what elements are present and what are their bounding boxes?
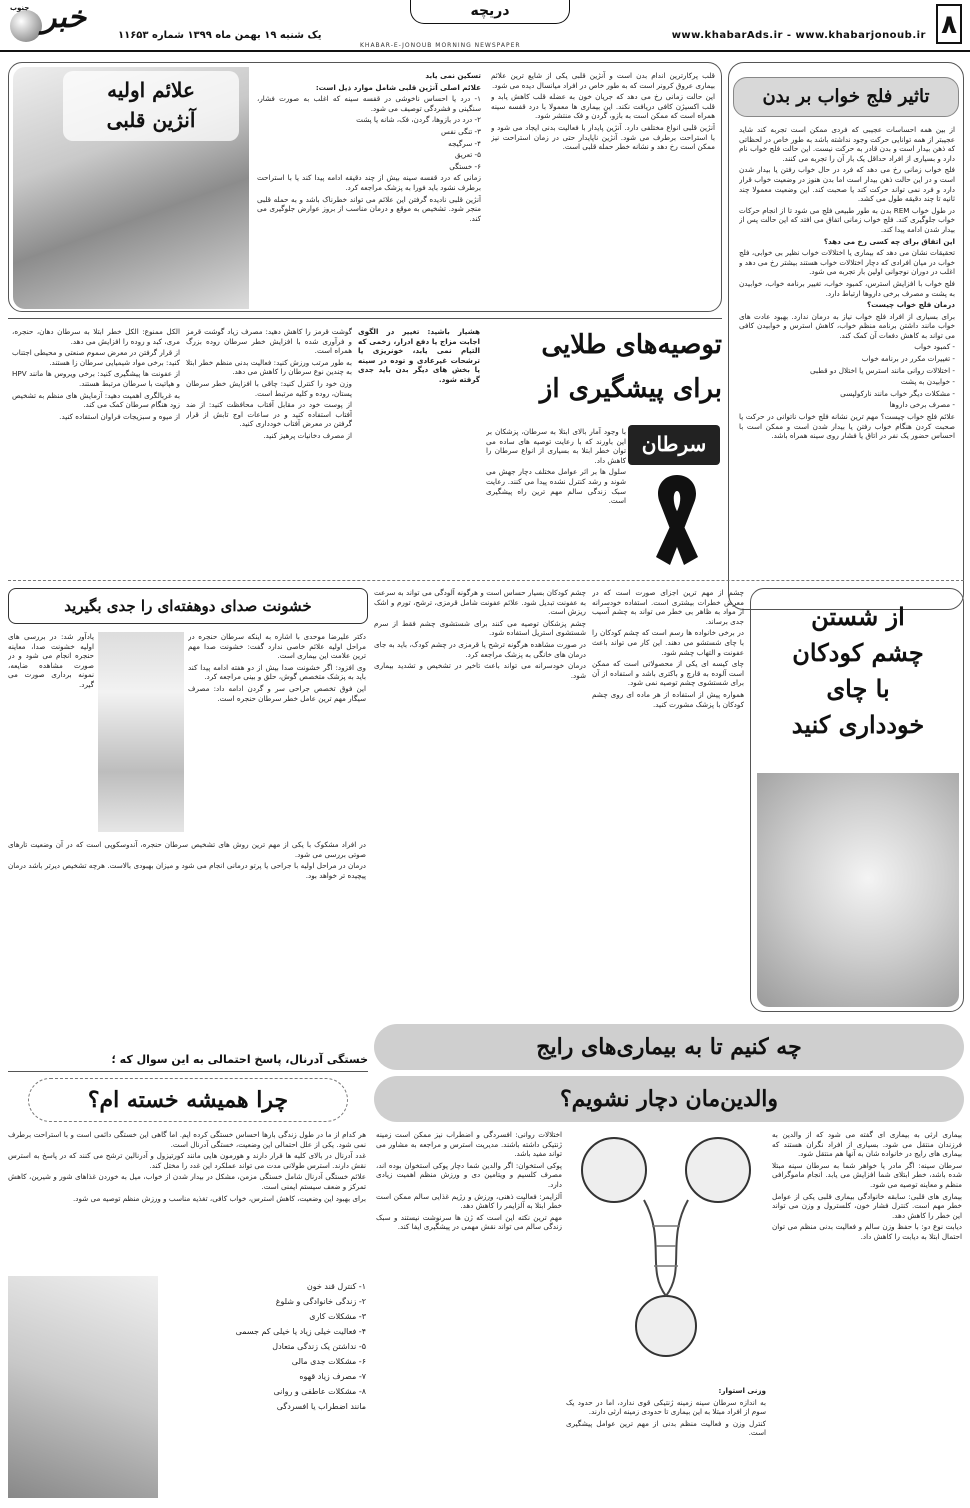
genetic-paragraph: بیماری های قلبی: سابقه خانوادگی بیماری قلبی یکی از عوامل خطر مهم است. کنترل فشار خون، کلسترول و وزن می تواند این خطر را کاهش دهد. — [772, 1191, 962, 1220]
fatigue-title: چرا همیشه خسته ام؟ — [87, 1087, 289, 1113]
tea-paragraph: در صورت مشاهده هرگونه ترشح یا قرمزی در چشم کودک، باید به جای درمان های خانگی به پزشک مراجعه کرد. — [374, 639, 586, 659]
sleep-paragraph: علائم فلج خواب چیست؟ مهم ترین نشانه فلج خواب ناتوانی در حرکت یا صحبت کردن هنگام خواب رفتن یا بیدار شدن است و ممکن است با احساس حضور یک نفر در اتاق یا فشار روی سینه همراه باشد. — [739, 412, 955, 441]
logo-text: خبر — [42, 0, 87, 35]
heart-lead: تسکین نمی یابد — [425, 71, 481, 80]
voice-column-bottom — [8, 840, 366, 1040]
voice-paragraph: دکتر علیرضا موحدی با اشاره به اینکه سرطان حنجره در مراحل اولیه علائم خاصی ندارد گفت: خشونت صدا مهم ترین علامت این بیماری است. — [188, 632, 366, 661]
sleep-list-item: - مشکلات دیگر خواب مانند نارکولپسی — [840, 388, 955, 398]
cancer-tip: وزن خود را کنترل کنید: چاقی با افزایش خطر سرطان پستان، روده و کلیه مرتبط است. — [186, 378, 352, 398]
page-number: ۸ — [936, 4, 962, 44]
genetic-paragraph: سرطان سینه: اگر مادر یا خواهر شما به سرطان سینه مبتلا شده باشد، خطر ابتلای شما افزایش می یابد. انجام ماموگرافی منظم و معاینه توصیه می شود. — [772, 1160, 962, 1189]
heart-title-line2: آنژین قلبی — [106, 108, 196, 132]
genetic-paragraph: آلزایمر: فعالیت ذهنی، ورزش و رژیم غذایی سالم ممکن است خطر ابتلا به آلزایمر را کاهش دهد. — [376, 1191, 562, 1211]
fatigue-list — [164, 1280, 366, 1498]
sleep-paragraph: فلج خواب زمانی رخ می دهد که فرد در حال خواب رفتن یا بیدار شدن است و در این حالت ذهن بیدار است اما بدن هنوز در وضعیت خواب قرار دارد و فرد نمی تواند حرکت کند یا صحبت کند. این وضعیت معمولا چند ثانیه تا چند دقیقه طول می کشد. — [739, 165, 955, 204]
voice-paragraph: در افراد مشکوک با یکی از مهم ترین روش های تشخیص سرطان حنجره، آندوسکوپی است که در آن وضعیت تارهای صوتی بررسی می شود. — [8, 840, 366, 859]
sleep-subheading: درمان فلج خواب چیست؟ — [866, 300, 955, 310]
heart-symptom: ۵- تعریق — [454, 150, 481, 160]
fatigue-list-item: ۴- فعالیت خیلی زیاد یا خیلی کم جسمی — [235, 1327, 366, 1336]
logo-subtext: جنوب — [10, 4, 30, 12]
fatigue-paragraph: علائم خستگی آدرنال شامل خستگی مزمن، مشکل در بیدار شدن از خواب، میل به خوردن غذاهای شور و شیرین، کاهش تمرکز و ضعف سیستم ایمنی است. — [8, 1172, 366, 1191]
heart-symptom: ۳- تنگی نفس — [441, 126, 481, 136]
fatigue-title-box — [28, 1078, 348, 1122]
voice-paragraph: درمان در مراحل اولیه با جراحی یا پرتو درمانی انجام می شود و میزان بهبودی بالاست. هرچه تشخیص دیرتر باشد درمان پیچیده تر خواهد بود. — [8, 861, 366, 880]
heart-symptom: ۱- درد یا احساس ناخوشی در قفسه سینه که اغلب به صورت فشار، سنگینی و فشردگی توصیف می شود. — [257, 94, 481, 113]
genetic-article — [374, 1022, 964, 1502]
sleep-list-item: - مصرف برخی داروها — [889, 400, 955, 410]
genetic-paragraph: دیابت نوع دو: با حفظ وزن سالم و فعالیت بدنی منظم می توان احتمال ابتلا به دیابت را کاهش داد. — [772, 1222, 962, 1241]
cancer-tip: از میوه و سبزیجات فراوان استفاده کنید. — [59, 411, 180, 421]
fatigue-list-item: مانند اضطراب یا افسردگی — [276, 1402, 366, 1411]
tea-title-line4: خودداری کنید — [791, 710, 925, 739]
cancer-tip: از مصرف دخانیات پرهیز کنید. — [263, 430, 352, 440]
genetic-paragraph: پوکی استخوان: اگر والدین شما دچار پوکی استخوان بوده اند، مصرف کلسیم و ویتامین دی و ورزش منظم اهمیت زیادی دارد. — [376, 1160, 562, 1189]
sleep-paragraph: برای بسیاری از افراد فلج خواب نیاز به درمان ندارد. بهبود عادت های خواب مانند داشتن برنامه منظم خواب، کاهش استرس و خوابیدن کافی می تواند به کاهش دفعات آن کمک کند. — [739, 311, 955, 340]
tea-paragraph: در برخی خانواده ها رسم است که چشم کودکان را با چای شستشو می دهند. این کار می تواند باعث عفونت و التهاب چشم شود. — [592, 628, 744, 657]
heart-paragraph: آنژین قلبی نادیده گرفتن این علائم می تواند خطرناک باشد و به حمله قلبی منجر شود. تشخیص به موقع و درمان مناسب از بروز عوارض جلوگیری می کند. — [257, 194, 481, 223]
newspaper-logo — [8, 2, 112, 46]
sleep-article — [728, 62, 964, 610]
voice-column-2 — [8, 632, 94, 836]
voice-paragraph: وی افزود: اگر خشونت صدا بیش از دو هفته ادامه پیدا کند باید به پزشک متخصص گوش، حلق و بینی مراجعه کرد. — [188, 662, 366, 682]
cancer-tip: از پوست خود در مقابل آفتاب محافظت کنید: از ضد آفتاب استفاده کنید و در ساعات اوج تابش از قرار گرفتن در معرض آفتاب خودداری کنید. — [186, 400, 352, 429]
genetic-illustration — [566, 1130, 766, 1380]
voice-title-box — [8, 588, 368, 624]
fatigue-kicker: خستگی آدرنال، پاسخ احتمالی به این سوال که ؛ — [8, 1050, 368, 1072]
heart-paragraph: قلب پرکارترین اندام بدن است و آنژین قلبی یکی از شایع ترین علائم بیماری عروق کرونر است که به طور خاص در افراد میانسال دیده می شود. — [491, 71, 715, 90]
issue-date: یک شنبه ۱۹ بهمن ماه ۱۳۹۹ شماره ۱۱۶۵۳ — [118, 30, 322, 41]
genetic-caption-title: وزنی استوار: — [718, 1386, 766, 1395]
tea-column-left — [374, 588, 586, 1016]
genetic-title-band-2 — [374, 1076, 964, 1122]
tea-feature-box — [750, 588, 964, 1012]
genetic-paragraph: بیماری ارثی به بیماری ای گفته می شود که از والدین به فرزندان منتقل می شود. بسیاری از افراد نگران هستند که بیماری های رایج در خانواده شان به آنها هم منتقل شود. — [772, 1130, 962, 1159]
cancer-tip: گوشت قرمز را کاهش دهید: مصرف زیاد گوشت قرمز و فرآوری شده با افزایش خطر سرطان روده بزرگ همراه است. — [186, 327, 352, 356]
masthead — [0, 0, 970, 52]
cancer-tip: از عفونت ها پیشگیری کنید: برخی ویروس ها مانند HPV و هپاتیت با سرطان مرتبط هستند. — [12, 369, 180, 388]
genetic-column-right — [772, 1130, 962, 1500]
genetic-title-line1: چه کنیم تا به بیماری‌های رایج — [536, 1034, 802, 1060]
fatigue-list-item: ۸- مشکلات عاطفی و روانی — [273, 1387, 366, 1396]
sleep-paragraph: فلج خواب با افزایش استرس، کمبود خواب، تغییر برنامه خواب، خوابیدن به پشت و مصرف برخی داروها ارتباط دارد. — [739, 278, 955, 298]
tea-paragraph: چشم کودکان بسیار حساس است و هرگونه آلودگی می تواند به سرعت به عفونت تبدیل شود. علائم عفونت شامل قرمزی، ترشح، تورم و اشک ریزش است. — [374, 588, 586, 617]
sleep-paragraph: در طول خواب REM بدن به طور طبیعی فلج می شود تا از انجام حرکات خواب جلوگیری کند. فلج خواب زمانی اتفاق می افتد که این حالت پس از بیدار شدن ادامه پیدا کند. — [739, 205, 955, 234]
cancer-paragraph: هشیار باشید: تغییر در الگوی اجابت مزاج یا دفع ادرار، زخمی که التیام نمی یابد، خونریزی یا ترشحات غیرعادی و توده در سینه یا بخش های دیگر بدن باید جدی گرفته شود. — [358, 327, 480, 384]
heart-article — [8, 62, 722, 312]
tea-column-right — [592, 588, 744, 1016]
cancer-column-right — [486, 427, 626, 573]
tea-title-box — [755, 599, 961, 749]
globe-icon — [10, 10, 42, 42]
heart-paragraph: آنژین قلبی انواع مختلفی دارد. آنژین پایدار با فعالیت بدنی ایجاد می شود و با استراحت برطرف می شود. آنژین ناپایدار حتی در زمان استراحت نیز ممکن است رخ دهد و نشانه خطر حمله قلبی است. — [491, 122, 715, 152]
tea-title-line3: با چای — [826, 674, 890, 703]
sleep-title-banner — [733, 77, 959, 117]
genetic-caption-text: کنترل وزن و فعالیت منظم بدنی از مهم ترین عوامل پیشگیری است. — [566, 1418, 766, 1438]
genetic-paragraph: اختلالات روانی: افسردگی و اضطراب نیز ممکن است زمینه ژنتیکی داشته باشند. مدیریت استرس و مراجعه به مشاور می تواند مفید باشد. — [376, 1130, 562, 1159]
fatigue-paragraph: برای بهبود این وضعیت، کاهش استرس، خواب کافی، تغذیه مناسب و ورزش منظم توصیه می شود. — [72, 1193, 366, 1203]
tea-title-line1: از شستن — [811, 602, 905, 631]
fatigue-list-item: ۳- مشکلات کاری — [309, 1312, 366, 1321]
fatigue-paragraph: غدد آدرنال در بالای کلیه ها قرار دارند و هورمون هایی مانند کورتیزول و آدرنالین ترشح می کنند که در پاسخ به استرس نقش دارند. استرس طولانی مدت می تواند عملکرد این غدد را مختل کند. — [8, 1151, 366, 1170]
sleep-body — [739, 125, 955, 603]
tea-paragraph: چشم از مهم ترین اجزای صورت است که در معرض خطرات بیشتری است. استفاده خودسرانه از مواد به ظاهر بی خطر می تواند به چشم آسیب جدی برساند. — [592, 588, 744, 626]
heart-symptom: ۶- خستگی — [449, 161, 481, 171]
heart-subtitle: علائم اصلی آنژین قلبی شامل موارد ذیل است: — [315, 82, 481, 92]
voice-paragraph: یادآور شد: در بررسی های اولیه خشونت صدا، معاینه حنجره انجام می شود و در صورت مشاهده ضایعه، نمونه برداری صورت می گیرد. — [8, 632, 94, 689]
voice-article — [8, 586, 368, 1046]
tea-paragraph: چشم پزشکان توصیه می کنند برای شستشوی چشم فقط از سرم شستشوی استریل استفاده شود. — [374, 618, 586, 638]
genetic-column-left — [376, 1130, 562, 1500]
fatigue-list-item: ۷- مصرف زیاد قهوه — [299, 1372, 366, 1381]
genetic-title-band-1 — [374, 1024, 964, 1070]
tired-person-photo — [8, 1276, 158, 1498]
heart-column-2 — [257, 71, 481, 307]
cancer-tip: به غربالگری اهمیت دهید: آزمایش های منظم به تشخیص زود هنگام سرطان کمک می کند. — [12, 390, 180, 410]
website-urls[interactable]: www.khabarAds.ir - www.khabarjonoub.ir — [671, 30, 926, 41]
fatigue-list-item: ۵- نداشتن یک زندگی متعادل — [272, 1342, 366, 1351]
sleep-list-item: - خوابیدن به پشت — [900, 377, 955, 387]
heart-column-1 — [491, 71, 715, 307]
fatigue-list-item: ۱- کنترل قند خون — [306, 1282, 366, 1291]
genetic-caption-text: به اندازه سرطان سینه زمینه ژنتیکی قوی ندارد، اما در حدود یک سوم از افراد مبتلا به این بیماری تا حدودی زمینه ارثی دارند. — [566, 1397, 766, 1417]
fatigue-article — [8, 1050, 368, 1502]
fatigue-list-item: ۶- مشکلات جدی مالی — [291, 1357, 366, 1366]
section-title: دریچه — [470, 3, 510, 19]
heart-title-box — [63, 71, 239, 141]
heart-symptom: ۴- سرگیجه — [448, 138, 481, 148]
section-divider — [8, 580, 964, 581]
voice-column-1 — [188, 632, 366, 836]
cancer-paragraph: با وجود آمار بالای ابتلا به سرطان، پزشکان بر این باورند که با رعایت توصیه های ساده می توان خطر ابتلا به بسیاری از انواع سرطان را کاهش داد. — [486, 427, 626, 465]
fatigue-paragraph: هر کدام از ما در طول زندگی بارها احساس خستگی کرده ایم. اما گاهی این خستگی دائمی است و با استراحت برطرف نمی شود. یکی از علل احتمالی این وضعیت، خستگی آدرنال است. — [8, 1130, 366, 1149]
tea-paragraph: همواره پیش از استفاده از هر ماده ای روی چشم کودکان با پزشک مشورت کنید. — [592, 689, 744, 709]
cancer-tip: الکل ممنوع: الکل خطر ابتلا به سرطان دهان، حنجره، مری، کبد و روده را افزایش می دهد. — [12, 327, 180, 346]
tea-paragraph: درمان خودسرانه می تواند باعث تاخیر در تشخیص و تشدید بیماری شود. — [374, 661, 586, 680]
genetic-caption — [566, 1386, 766, 1498]
tea-paragraph: چای کیسه ای یکی از محصولاتی است که ممکن است آلوده به قارچ و باکتری باشد و استفاده از آن برای شستشوی چشم توصیه نمی شود. — [592, 659, 744, 688]
sleep-list-item: - کمبود خواب — [914, 342, 955, 352]
cancer-paragraph: سلول ها بر اثر عوامل مختلف دچار جهش می شوند و رشد کنترل نشده پیدا می کنند. رعایت سبک زندگی سالم مهم ترین راه پیشگیری است. — [486, 467, 626, 506]
tea-title-line2: چشم کودکان — [792, 638, 924, 667]
genetic-paragraph: مهم ترین نکته این است که ژن ها سرنوشت نیستند و سبک زندگی سالم می تواند نقش مهمی در پیشگیری ایفا کند. — [376, 1212, 562, 1232]
tea-article — [374, 586, 964, 1016]
baby-photo — [757, 773, 959, 1007]
masthead-english: KHABAR-E-JONOUB MORNING NEWSPAPER — [360, 42, 521, 49]
cancer-title-box — [488, 323, 722, 423]
voice-title: خشونت صدای دوهفته‌ای را جدی بگیرید — [64, 597, 312, 615]
heart-title-line1: علائم اولیه — [107, 78, 195, 102]
sleep-title: تاثیر فلج خواب بر بدن — [762, 86, 930, 107]
section-tab — [410, 0, 570, 24]
cancer-column-mid-right — [358, 327, 480, 573]
awareness-ribbon-icon — [632, 469, 722, 573]
cancer-badge-label: سرطان — [641, 432, 707, 456]
sleep-list-item: - اختلالات روانی مانند استرس یا اختلال دو قطبی — [810, 365, 955, 375]
throat-photo — [98, 632, 184, 832]
sleep-paragraph: از بین همه احساسات عجیبی که فردی ممکن است تجربه کند شاید عجیبتر از همه توانایی حرکت وجود نداشته باشد به طور خاص در لحظاتی که ذهن بیدار است و بدن قادر به حرکت نیست. این حالت فلج خواب نام دارد و بسیاری از افراد حداقل یک بار آن را تجربه می کنند. — [739, 125, 955, 163]
cancer-title-line1: توصیه‌های طلایی — [541, 330, 722, 360]
cancer-title-line2: برای پیشگیری از — [539, 374, 722, 404]
cancer-column-left — [12, 327, 180, 573]
fatigue-list-item: ۲- زندگی خانوادگی و شلوغ — [275, 1297, 366, 1306]
cancer-article — [8, 318, 722, 576]
cancer-column-mid — [186, 327, 352, 573]
sleep-paragraph: تحقیقات نشان می دهد که بیماری یا اختلالات خواب نظیر بی خوابی، فلج خواب در میان افرادی که دچار اختلالات خواب هستند بیشتر رخ می دهد و اغلب در دوران نوجوانی اولین بار تجربه می شود. — [739, 248, 955, 277]
sleep-subheading: این اتفاق برای چه کسی رخ می دهد؟ — [823, 236, 955, 246]
heart-paragraph: زمانی که درد قفسه سینه بیش از چند دقیقه ادامه پیدا کند یا با استراحت برطرف نشود باید فورا به پزشک مراجعه کرد. — [257, 173, 481, 192]
heart-symptom: ۲- درد در بازوها، گردن، فک، شانه یا پشت — [356, 115, 481, 125]
fatigue-body — [8, 1130, 366, 1270]
voice-paragraph: این فوق تخصص جراحی سر و گردن ادامه داد: مصرف سیگار مهم ترین عامل خطر سرطان حنجره است. — [188, 683, 366, 703]
heart-paragraph: این حالت زمانی رخ می دهد که جریان خون به عضله قلب کاهش یابد و قلب اکسیژن کافی دریافت نکند. این بیماری ها معمولا با درد قفسه سینه همراه است که ممکن است به بازو، گردن و فک منتشر شود. — [491, 92, 715, 121]
parent-child-dna-icon — [566, 1130, 766, 1380]
sleep-list-item: - تغییرات مکرر در برنامه خواب — [861, 354, 955, 364]
genetic-title-line2: والدین‌مان دچار نشویم؟ — [559, 1086, 779, 1112]
cancer-tip: از قرار گرفتن در معرض سموم صنعتی و محیطی اجتناب کنید: برخی مواد شیمیایی سرطان زا هستند. — [12, 348, 180, 367]
cancer-tip: به طور مرتب ورزش کنید: فعالیت بدنی منظم خطر ابتلا به چندین نوع سرطان را کاهش می دهد. — [186, 357, 352, 377]
cancer-badge — [628, 425, 720, 465]
